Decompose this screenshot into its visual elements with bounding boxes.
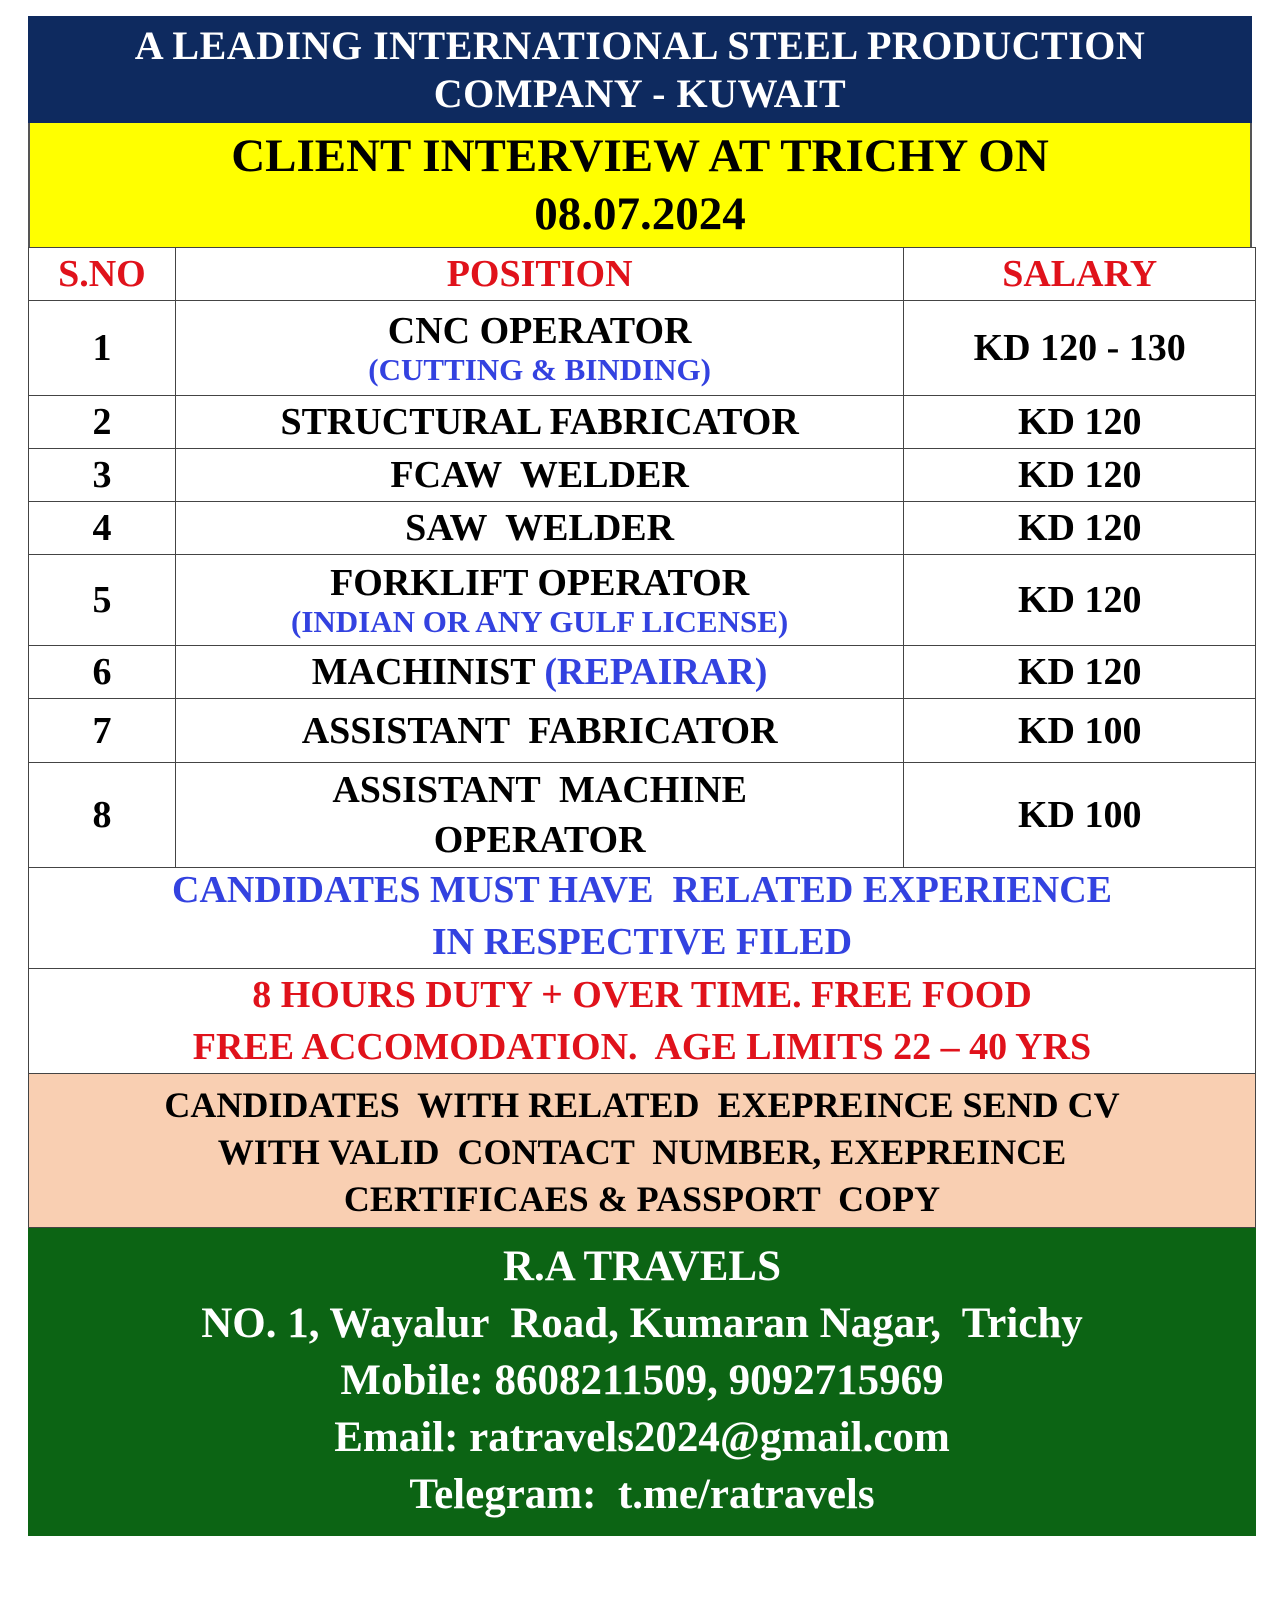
column-header-sno: S.NO <box>29 248 176 301</box>
position-note: (INDIAN OR ANY GULF LICENSE) <box>291 604 789 639</box>
row-sno: 5 <box>29 555 176 646</box>
agency-mobile: Mobile: 8608211509, 9092715969 <box>340 1357 944 1404</box>
row-salary: KD 120 <box>904 449 1256 502</box>
apply-line3: CERTIFICAES & PASSPORT COPY <box>343 1179 941 1219</box>
apply-line1: CANDIDATES WITH RELATED EXEPREINCE SEND CV <box>164 1085 1120 1125</box>
row-position: STRUCTURAL FABRICATOR <box>175 396 904 449</box>
row-salary: KD 120 <box>904 396 1256 449</box>
row-salary: KD 100 <box>904 763 1256 868</box>
position-title-line2: OPERATOR <box>433 819 646 861</box>
company-header-line2: COMPANY - KUWAIT <box>433 71 847 116</box>
row-sno: 2 <box>29 396 176 449</box>
row-salary: KD 120 <box>904 646 1256 699</box>
row-salary: KD 120 <box>904 555 1256 646</box>
table-row <box>29 646 1256 699</box>
row-position: FCAW WELDER <box>175 449 904 502</box>
column-header-position: POSITION <box>175 248 904 301</box>
company-header-line1: A LEADING INTERNATIONAL STEEL PRODUCTION <box>134 23 1146 68</box>
row-position <box>175 301 904 396</box>
interview-banner <box>28 123 1252 247</box>
row-salary: KD 120 - 130 <box>904 301 1256 396</box>
benefits-note <box>28 969 1256 1074</box>
apply-line2: WITH VALID CONTACT NUMBER, EXEPREINCE <box>217 1132 1067 1172</box>
table-header-row <box>29 248 1256 301</box>
apply-instructions <box>28 1074 1256 1228</box>
contact-footer <box>28 1228 1256 1536</box>
table-row <box>29 396 1256 449</box>
row-position <box>175 763 904 868</box>
row-position <box>175 555 904 646</box>
row-sno: 6 <box>29 646 176 699</box>
agency-telegram: Telegram: t.me/ratravels <box>409 1471 875 1518</box>
row-position <box>175 646 904 699</box>
row-sno: 4 <box>29 502 176 555</box>
interview-line1: CLIENT INTERVIEW AT TRICHY ON <box>231 130 1049 182</box>
row-salary: KD 100 <box>904 699 1256 763</box>
interview-date: 08.07.2024 <box>534 188 746 240</box>
position-title: FORKLIFT OPERATOR <box>330 562 750 604</box>
table-row <box>29 763 1256 868</box>
row-position: ASSISTANT FABRICATOR <box>175 699 904 763</box>
experience-note-line1: CANDIDATES MUST HAVE RELATED EXPERIENCE <box>172 869 1112 911</box>
positions-table <box>28 247 1256 868</box>
position-note: (CUTTING & BINDING) <box>368 352 711 387</box>
column-header-salary: SALARY <box>904 248 1256 301</box>
benefits-note-line2: FREE ACCOMODATION. AGE LIMITS 22 – 40 YRS <box>192 1026 1092 1068</box>
benefits-note-line1: 8 HOURS DUTY + OVER TIME. FREE FOOD <box>252 974 1032 1016</box>
position-title: ASSISTANT MACHINE <box>332 769 747 811</box>
position-note: (REPAIRAR) <box>544 651 768 693</box>
row-sno: 1 <box>29 301 176 396</box>
table-row <box>29 449 1256 502</box>
position-title: MACHINIST <box>311 651 535 693</box>
agency-address: NO. 1, Wayalur Road, Kumaran Nagar, Trichy <box>201 1300 1083 1347</box>
row-position: SAW WELDER <box>175 502 904 555</box>
table-row <box>29 502 1256 555</box>
row-sno: 3 <box>29 449 176 502</box>
position-title: CNC OPERATOR <box>387 310 692 352</box>
table-row <box>29 555 1256 646</box>
agency-email: Email: ratravels2024@gmail.com <box>334 1414 950 1461</box>
agency-name: R.A TRAVELS <box>502 1243 782 1290</box>
row-sno: 8 <box>29 763 176 868</box>
row-sno: 7 <box>29 699 176 763</box>
company-header <box>28 16 1252 123</box>
table-row <box>29 301 1256 396</box>
experience-note <box>28 864 1256 969</box>
table-row <box>29 699 1256 763</box>
row-salary: KD 120 <box>904 502 1256 555</box>
experience-note-line2: IN RESPECTIVE FILED <box>431 921 853 963</box>
